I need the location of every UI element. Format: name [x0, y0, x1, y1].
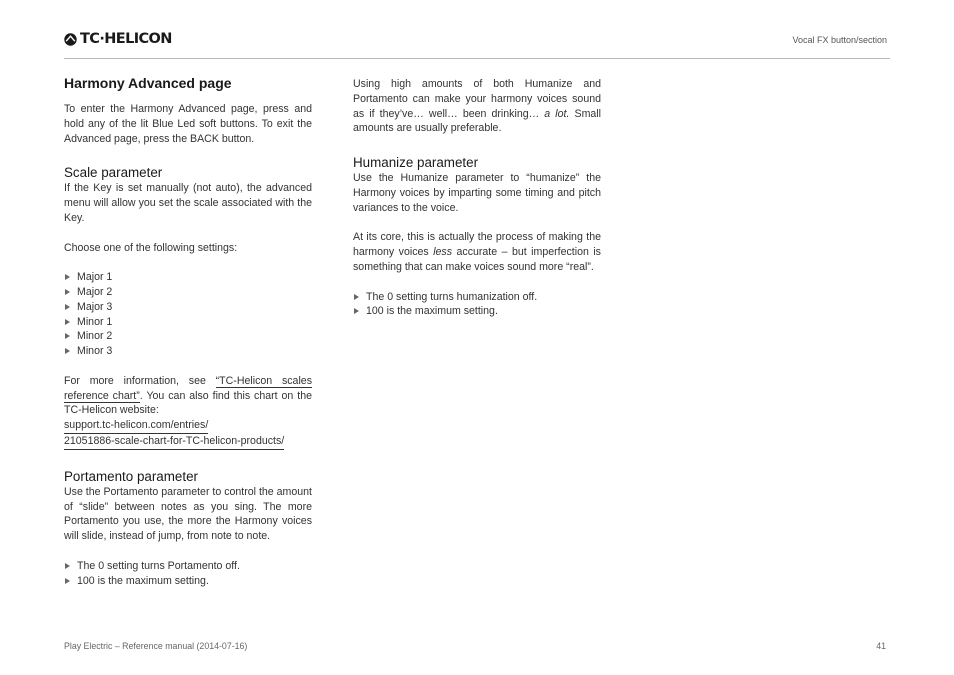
scale-paragraph: If the Key is set manually (not auto), the advanced menu will allow you set the scale associated with the Key.: [64, 182, 312, 224]
section-label: Vocal FX button/section: [792, 35, 887, 45]
more-info-paragraph: [64, 374, 312, 418]
drinking-emphasis: a lot.: [544, 107, 570, 120]
portamento-heading: Portamento parameter: [64, 468, 198, 484]
intro-paragraph: To enter the Harmony Advanced page, press and hold any of the lit Blue Led soft buttons. To exit the Advanced page, press the BACK button.: [64, 103, 312, 145]
list-item: The 0 setting turns Portamento off.: [64, 559, 312, 574]
support-url-link-line2[interactable]: 21051886-scale-chart-for-TC-helicon-products/: [64, 435, 284, 450]
core-paragraph: [353, 230, 601, 274]
more-info-suffix: . You can also find this chart on the TC-Helicon website:: [64, 389, 312, 417]
list-item: Minor 1: [64, 315, 312, 330]
humanize-bullets: [353, 290, 601, 320]
header-divider: [64, 58, 890, 59]
humanize-paragraph: Use the Humanize parameter to “humanize” the Harmony voices by imparting some timing and pitch variances to the voice.: [353, 172, 601, 214]
list-item: 100 is the maximum setting.: [353, 304, 601, 319]
more-info-prefix: For more information, see: [64, 374, 216, 387]
drinking-text-2: Small amounts are usually preferable.: [353, 107, 602, 135]
scale-heading: Scale parameter: [64, 165, 163, 181]
page-number: 41: [876, 641, 886, 651]
left-column: [64, 74, 312, 588]
tc-helicon-logo: [64, 31, 172, 47]
choose-paragraph: Choose one of the following settings:: [64, 241, 238, 254]
scale-options-list: [64, 270, 312, 359]
portamento-bullets: [64, 559, 312, 589]
footer-manual-title: Play Electric – Reference manual (2014-07-16): [64, 641, 248, 651]
list-item: Minor 2: [64, 329, 312, 344]
logo-wordmark: TC·HELICON: [80, 31, 172, 47]
list-item: 100 is the maximum setting.: [64, 574, 312, 589]
list-item: Major 3: [64, 300, 312, 315]
list-item: The 0 setting turns humanization off.: [353, 290, 601, 305]
core-emphasis: less: [433, 246, 453, 259]
support-url-link-line1[interactable]: support.tc-helicon.com/entries/: [64, 419, 208, 434]
portamento-paragraph: Use the Portamento parameter to control the amount of “slide” between notes as you sing. The more Portamento you use, the more the Harmony voices will slide, instead of jump, from note to note.: [64, 485, 312, 543]
core-text-1: At its core, this is actually the process of making the harmony voices: [353, 231, 601, 259]
list-item: Minor 3: [64, 344, 312, 359]
list-item: Major 2: [64, 285, 312, 300]
tc-helicon-logo-icon: [64, 33, 77, 46]
list-item: Major 1: [64, 270, 312, 285]
core-text-2: accurate – but imperfection is something that can make voices sound more “real”.: [353, 246, 601, 273]
drinking-text-1: Using high amounts of both Humanize and Portamento can make your harmony voices sound as if they’ve… well… been drinking…: [353, 78, 601, 120]
scales-chart-link[interactable]: “TC-Helicon scales reference chart”: [64, 374, 312, 402]
drinking-paragraph: [353, 77, 601, 136]
middle-column: [353, 77, 601, 319]
page-title: Harmony Advanced page: [64, 75, 232, 91]
humanize-heading: Humanize parameter: [353, 155, 479, 171]
